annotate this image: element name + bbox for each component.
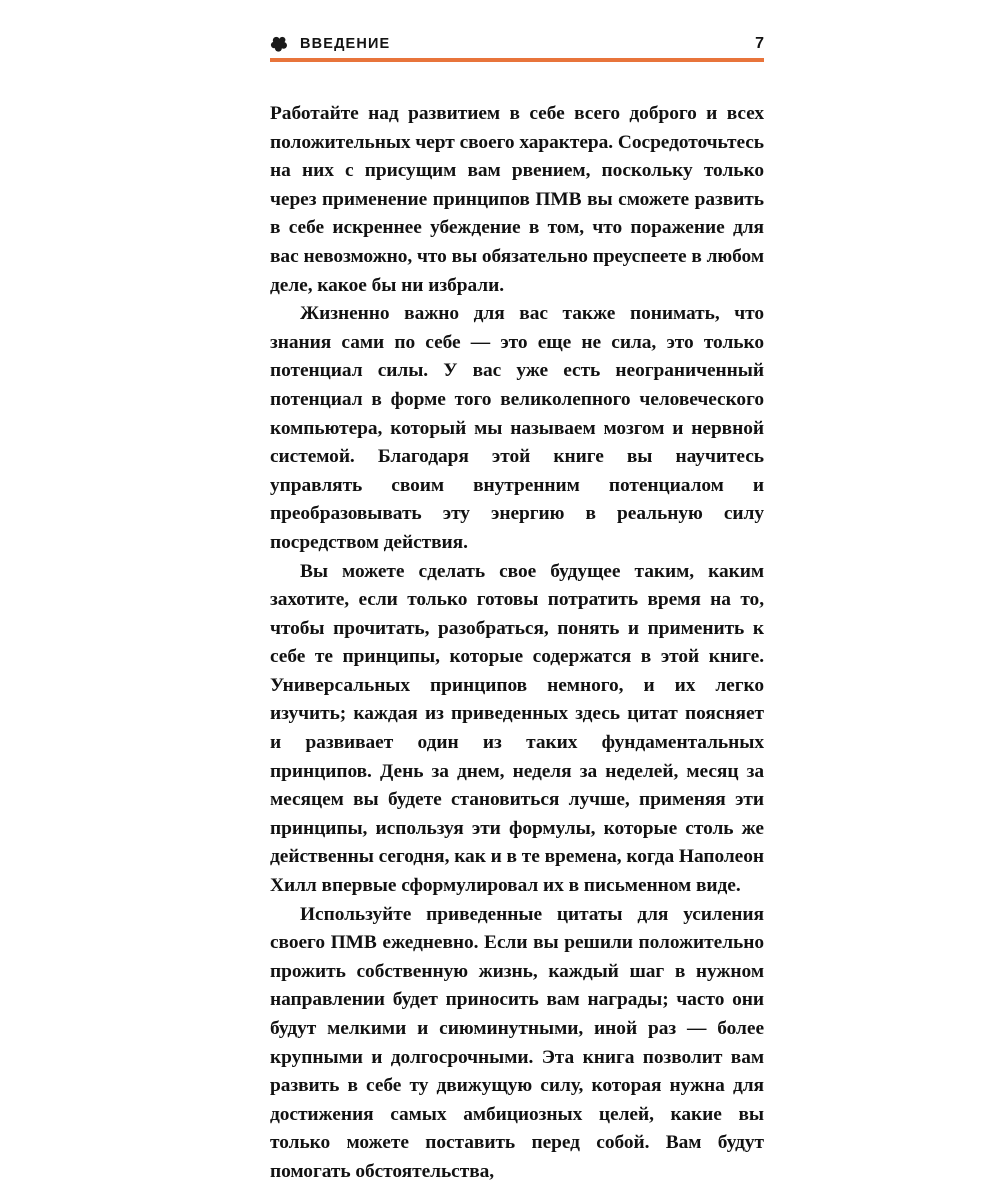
body-text-column: [270, 100, 764, 1187]
body-paragraph: Жизненно важно для вас также понимать, что знания сами по себе — это еще не сила, это только потенциал силы. У вас уже есть неограниченный потенциал в форме того великолепного человеческого компьютера, который мы называем мозгом и нервной системой. Благодаря этой книге вы научитесь управлять своим внутренним потенциалом и преобразовывать эту энергию в реальную силу посредством действия.: [270, 303, 764, 553]
running-header: [270, 30, 764, 58]
body-paragraph: Используйте приведенные цитаты для усиления своего ПМВ ежедневно. Если вы решили положительно прожить собственную жизнь, каждый шаг в нужном направлении будет приносить вам награды; часто они будут мелкими и сиюминутными, иной раз — более крупными и долгосрочными. Эта книга позволит вам развить в себе ту движущую силу, которая нужна для достижения самых амбициозных целей, какие вы только можете поставить перед собой. Вам будут помогать обстоятельства,: [270, 903, 764, 1182]
flower-ornament-icon: [270, 35, 289, 54]
body-paragraph: Работайте над развитием в себе всего доброго и всех положительных черт своего характера. Сосредоточьтесь на них с присущим вам рвением, поскольку только через применение принципов ПМВ вы сможете развить в себе искреннее убеждение в том, что поражение для вас невозможно, что вы обязательно преуспеете в любом деле, какое бы ни избрали.: [270, 103, 764, 296]
running-header-left: [270, 35, 390, 54]
page-number: 7: [755, 35, 764, 52]
running-header-title: ВВЕДЕНИЕ: [300, 35, 391, 52]
body-paragraph: Вы можете сделать свое будущее таким, каким захотите, если только готовы потратить время на то, чтобы прочитать, разобраться, понять и применить к себе те принципы, которые содержатся в этой книге. Универсальных принципов немного, и их легко изучить; каждая из приведенных здесь цитат поясняет и развивает один из таких фундаментальных принципов. День за днем, неделя за неделей, месяц за месяцем вы будете становиться лучше, применяя эти принципы, используя эти формулы, которые столь же действенны сегодня, как и в те времена, когда Наполеон Хилл впервые сформулировал их в письменном виде.: [270, 560, 764, 897]
header-rule-divider: [270, 58, 764, 62]
